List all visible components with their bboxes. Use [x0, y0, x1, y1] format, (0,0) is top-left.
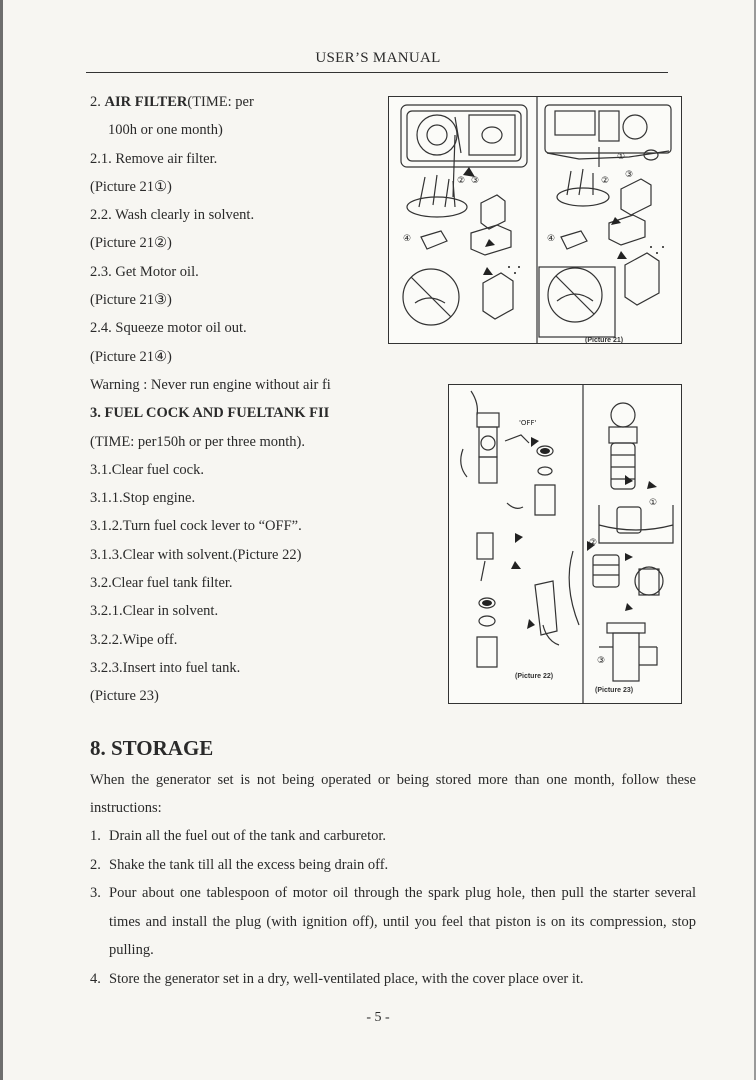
list-item: 3. Pour about one tablespoon of motor oil through the spark plug hole, then pull the starter several times and install the plug (with ignition off), until you feel that piston is on its compression, stop pulling. [90, 885, 696, 958]
caption-picture-21: (Picture 21) [585, 337, 624, 344]
instruction-line: (Picture 21④) [90, 348, 172, 365]
air-filter-illustration [389, 97, 681, 343]
instruction-line: 3.2.1.Clear in solvent. [90, 603, 219, 620]
figure-picture-22-23 [448, 384, 682, 704]
instruction-line: (TIME: per150h or per three month). [90, 433, 306, 450]
page-number: - 5 - [366, 1010, 390, 1025]
scan-edge-left [0, 0, 3, 1080]
list-item: 2. Shake the tank till all the excess being drain off. [90, 856, 389, 873]
instruction-line: (Picture 21③) [90, 292, 172, 309]
marker-1: ① [617, 152, 626, 162]
page-header: USER’S MANUAL [315, 50, 441, 66]
marker-3: ③ [471, 176, 480, 186]
storage-steps [90, 822, 696, 993]
marker-4b: ④ [547, 234, 556, 244]
instruction-line: 3.1.Clear fuel cock. [90, 461, 204, 478]
storage-intro: When the generator set is not being operated or being stored more than one month, follow these instructions: [90, 772, 696, 816]
line-air-filter-heading: 2. AIR FILTER(TIME: per [90, 94, 254, 110]
caption-picture-23: (Picture 23) [595, 687, 634, 694]
instruction-line: 2.1. Remove air filter. [90, 150, 218, 167]
instruction-line: 3.1.2.Turn fuel cock lever to “OFF”. [90, 518, 302, 535]
marker-3b: ③ [625, 170, 634, 180]
instruction-line: 2.3. Get Motor oil. [90, 263, 199, 280]
marker-2: ② [589, 538, 598, 548]
instruction-line: 3.2.3.Insert into fuel tank. [90, 659, 241, 676]
marker-3: ③ [597, 656, 606, 666]
instruction-line: 3.2.2.Wipe off. [90, 631, 178, 648]
instruction-line: 3.2.Clear fuel tank filter. [90, 575, 233, 592]
off-label: 'OFF' [519, 419, 537, 427]
marker-2b: ② [601, 176, 610, 186]
line-fuel-cock-heading: 3. FUEL COCK AND FUELTANK FII [90, 405, 330, 422]
marker-1: ① [649, 498, 658, 508]
fuel-cock-and-filter-illustration [449, 385, 681, 703]
instruction-line: 3.1.1.Stop engine. [90, 490, 196, 507]
caption-picture-22: (Picture 22) [515, 673, 554, 680]
instruction-line: (Picture 21①) [90, 178, 172, 195]
maintenance-instructions [90, 88, 390, 711]
instruction-line: 2.2. Wash clearly in solvent. [90, 207, 255, 224]
instruction-line: (Picture 21②) [90, 235, 172, 252]
section-title-storage: 8. STORAGE [90, 736, 214, 760]
instruction-line: 100h or one month) [108, 122, 223, 139]
instruction-line: 3.1.3.Clear with solvent.(Picture 22) [90, 546, 302, 563]
warning-line: Warning : Never run engine without air fi [90, 376, 331, 393]
instruction-line: 2.4. Squeeze motor oil out. [90, 320, 247, 337]
instruction-line: (Picture 23) [90, 688, 159, 705]
header-rule [86, 72, 668, 73]
list-item: 1. Drain all the fuel out of the tank and carburetor. [90, 828, 387, 844]
list-item: 4. Store the generator set in a dry, well-ventilated place, with the cover place over it. [90, 970, 584, 987]
figure-picture-21 [388, 96, 682, 344]
marker-4: ④ [403, 234, 412, 244]
marker-2: ② [457, 176, 466, 186]
